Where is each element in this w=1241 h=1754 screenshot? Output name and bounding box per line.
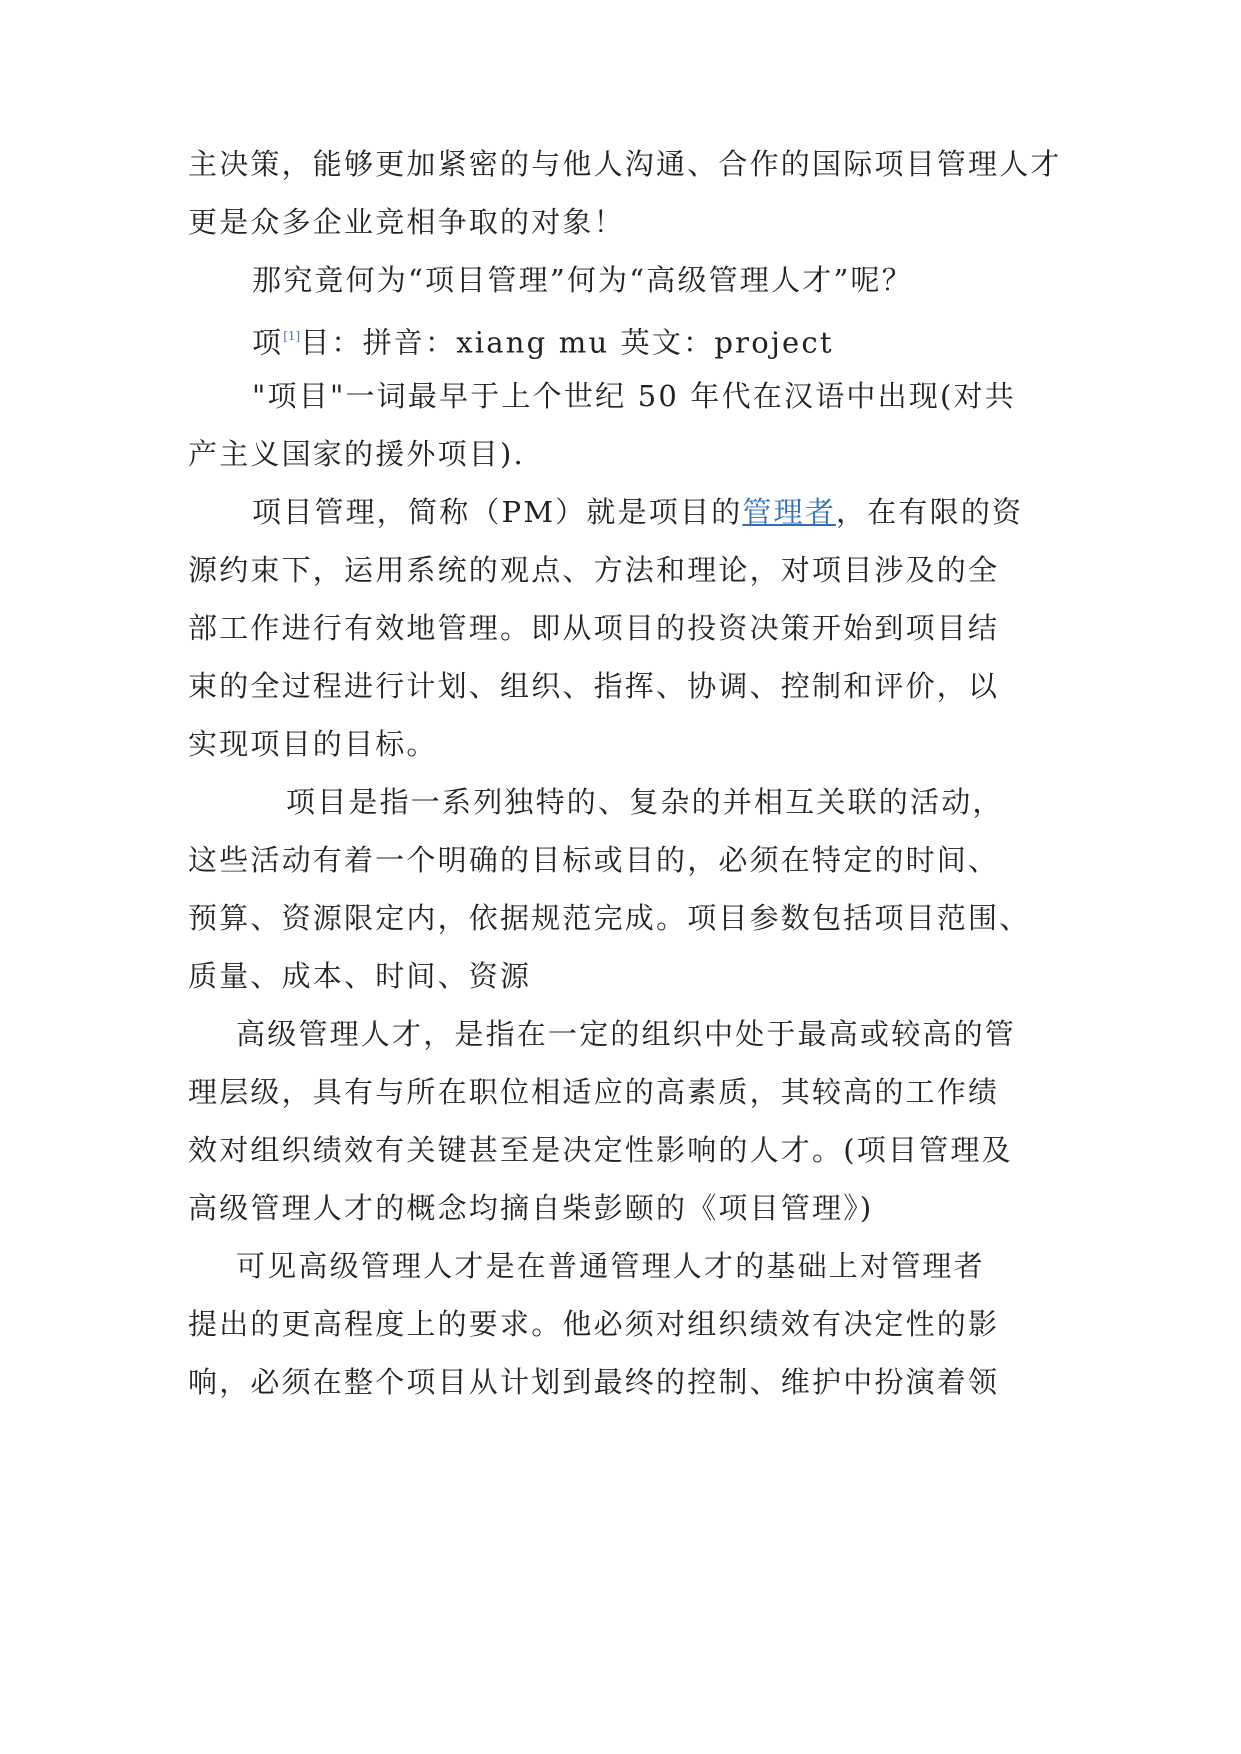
text-line: 项目是指一系列独特的、复杂的并相互关联的活动， (286, 785, 1004, 819)
text-line: 那究竟何为“项目管理”何为“高级管理人才”呢？ (252, 263, 913, 297)
text-line: 响，必须在整个项目从计划到最终的控制、维护中扮演着领 (188, 1365, 1000, 1399)
text-line: 这些活动有着一个明确的目标或目的，必须在特定的时间、 (188, 843, 1000, 877)
text-line: "项目"一词最早于上个世纪 50 年代在汉语中出现(对共 (252, 379, 1016, 413)
text-line: 预算、资源限定内，依据规范完成。项目参数包括项目范围、 (188, 901, 1031, 935)
text-line: 束的全过程进行计划、组织、指挥、协调、控制和评价，以 (188, 669, 1000, 703)
text-line: 主决策，能够更加紧密的与他人沟通、合作的国际项目管理人才 (188, 147, 1062, 181)
footnote-reference-link[interactable]: [1] (283, 329, 301, 343)
text-line: 理层级，具有与所在职位相适应的高素质，其较高的工作绩 (188, 1075, 1000, 1109)
text-fragment: ，在有限的资 (836, 495, 1024, 529)
text-line: 产主义国家的援外项目). (188, 437, 525, 471)
text-line: 更是众多企业竞相争取的对象！ (188, 205, 625, 239)
text-line: 实现项目的目标。 (188, 727, 438, 761)
manager-link[interactable]: 管理者 (742, 495, 837, 529)
text-line (252, 493, 1023, 531)
text-fragment: 项目管理，简称（PM）就是项目的 (252, 495, 743, 529)
text-line: 高级管理人才，是指在一定的组织中处于最高或较高的管 (236, 1017, 1017, 1051)
text-line: 效对组织绩效有关键甚至是决定性影响的人才。(项目管理及 (188, 1133, 1013, 1167)
text-line: 质量、成本、时间、资源 (188, 959, 532, 993)
text-line: 高级管理人才的概念均摘自柴彭颐的《项目管理》) (188, 1191, 874, 1225)
text-fragment: 目：拼音：xiang mu 英文：project (300, 325, 834, 360)
text-line: 提出的更高程度上的要求。他必须对组织绩效有决定性的影 (188, 1307, 1000, 1341)
text-line: 可见高级管理人才是在普通管理人才的基础上对管理者 (236, 1249, 985, 1283)
text-line (252, 319, 834, 362)
text-line: 源约束下，运用系统的观点、方法和理论，对项目涉及的全 (188, 553, 1000, 587)
text-line: 部工作进行有效地管理。即从项目的投资决策开始到项目结 (188, 611, 1000, 645)
text-fragment: 项 (252, 325, 284, 360)
